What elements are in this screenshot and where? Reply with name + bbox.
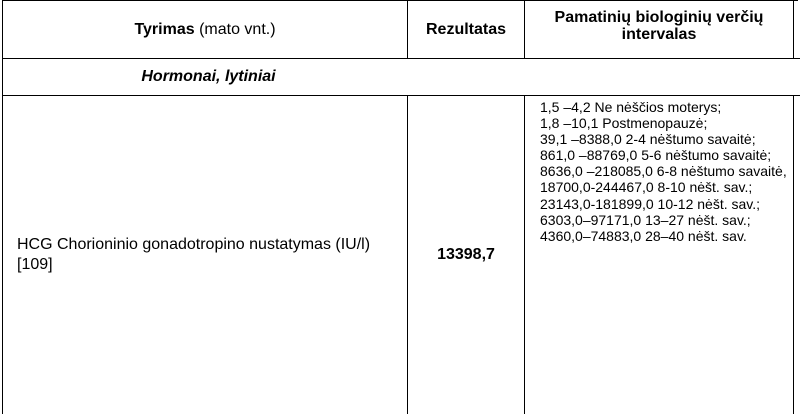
column-divider-2	[524, 0, 525, 58]
reference-range-line: 23143,0-181899,0 10-12 nėšt. sav.;	[540, 195, 761, 212]
reference-ranges-cell	[525, 96, 793, 414]
result-cell	[408, 96, 524, 414]
reference-range-line: 1,8 –10,1 Postmenopauzė;	[540, 115, 708, 132]
header-test	[3, 1, 407, 58]
test-name-cell	[3, 96, 407, 414]
header-reference-label: Pamatinių biologinių verčių intervalas	[554, 8, 764, 43]
column-divider-3	[793, 0, 794, 58]
reference-range-line: 1,5 –4,2 Ne nėščios moterys;	[540, 99, 722, 115]
result-value: 13398,7	[437, 246, 495, 263]
header-test-label: Tyrimas	[134, 21, 195, 38]
test-name-text: HCG Chorioninio gonadotropino nustatymas (IU/l) [109]	[17, 236, 371, 273]
reference-range-line: 39,1 –8388,0 2-4 nėštumo savaitė;	[540, 131, 756, 148]
header-reference	[528, 1, 790, 58]
reference-range-line: 18700,0-244467,0 8-10 nėšt. sav.;	[540, 179, 753, 196]
section-title	[3, 59, 414, 95]
reference-range-line: 8636,0 –218085,0 6-8 nėštumo savaitė,	[540, 163, 787, 180]
column-divider-3-body	[793, 96, 794, 414]
header-test-unit: (mato vnt.)	[199, 21, 276, 38]
section-title-text: Hormonai, lytiniai	[141, 68, 276, 85]
header-result	[408, 1, 524, 58]
reference-range-line: 6303,0–97171,0 13–27 nėšt. sav.;	[540, 211, 751, 228]
header-result-label: Rezultatas	[425, 21, 507, 38]
reference-range-line: 4360,0–74883,0 28–40 nėšt. sav.	[540, 227, 747, 244]
reference-range-line: 861,0 –88769,0 5-6 nėštumo savaitė;	[540, 147, 772, 164]
